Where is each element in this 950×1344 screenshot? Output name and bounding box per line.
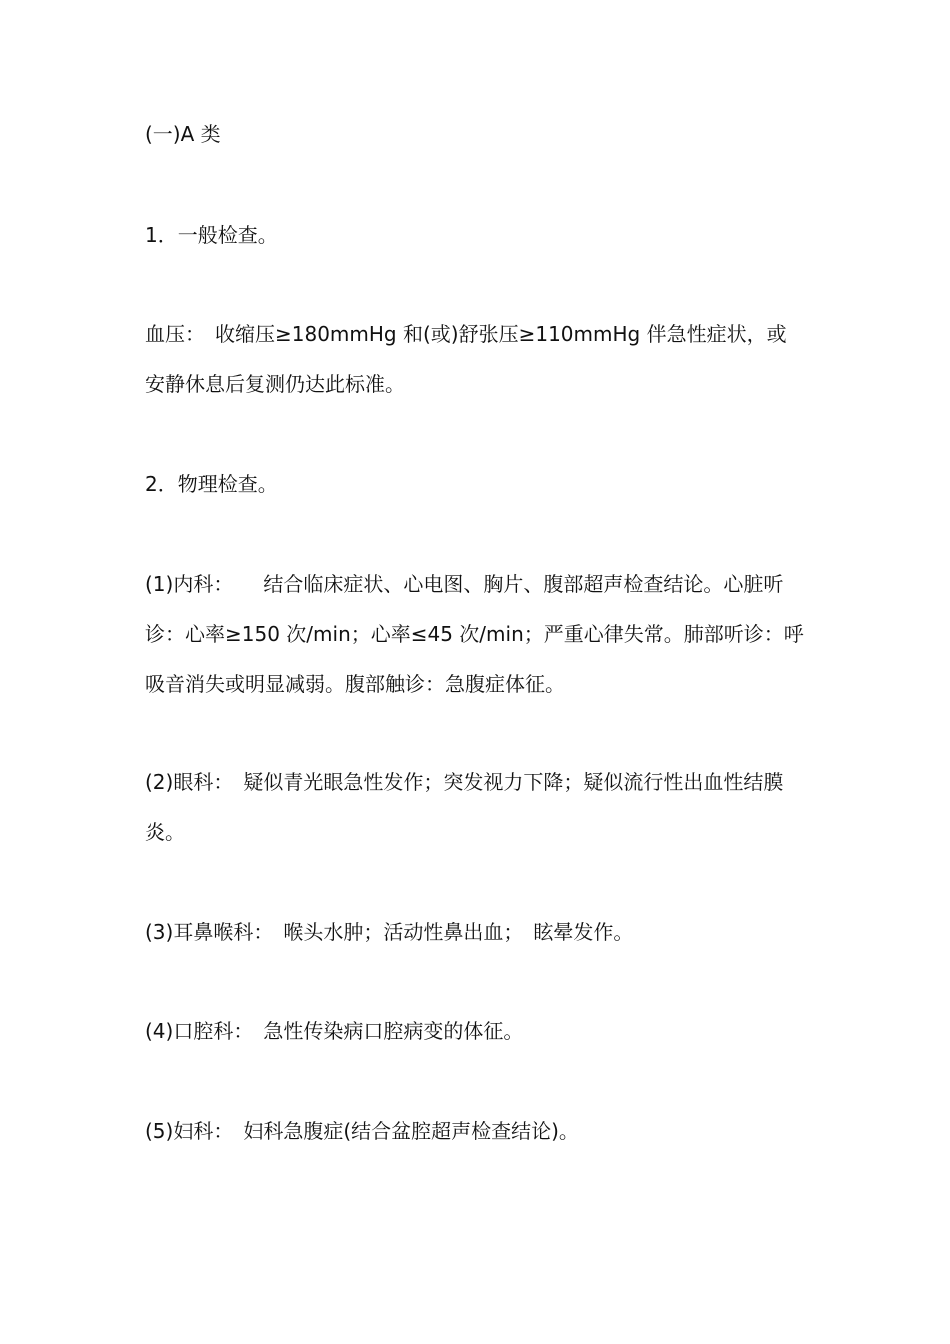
blood-pressure-line-2: 安静休息后复测仍达此标准。 bbox=[145, 372, 405, 396]
internal-medicine-line-2: 诊：心率≥150 次/min；心率≤45 次/min；严重心律失常。肺部听诊：呼 bbox=[145, 622, 804, 646]
ent-line: (3)耳鼻喉科： 喉头水肿；活动性鼻出血； 眩晕发作。 bbox=[145, 920, 634, 944]
item-physical-exam-heading: 2．物理检查。 bbox=[145, 472, 278, 496]
blood-pressure-line-1: 血压： 收缩压≥180mmHg 和(或)舒张压≥110mmHg 伴急性症状，或 bbox=[145, 322, 787, 346]
internal-medicine-line-1: (1)内科： 结合临床症状、心电图、胸片、腹部超声检查结论。心脏听 bbox=[145, 572, 784, 596]
stomatology-line: (4)口腔科： 急性传染病口腔病变的体征。 bbox=[145, 1019, 524, 1043]
internal-medicine-line-3: 吸音消失或明显减弱。腹部触诊：急腹症体征。 bbox=[145, 672, 565, 696]
ophthalmology-line-2: 炎。 bbox=[145, 820, 185, 844]
section-heading-a: (一)A 类 bbox=[145, 122, 221, 146]
gynecology-line: (5)妇科： 妇科急腹症(结合盆腔超声检查结论)。 bbox=[145, 1119, 579, 1143]
ophthalmology-line-1: (2)眼科： 疑似青光眼急性发作；突发视力下降；疑似流行性出血性结膜 bbox=[145, 770, 784, 794]
item-general-exam-heading: 1．一般检查。 bbox=[145, 223, 278, 247]
